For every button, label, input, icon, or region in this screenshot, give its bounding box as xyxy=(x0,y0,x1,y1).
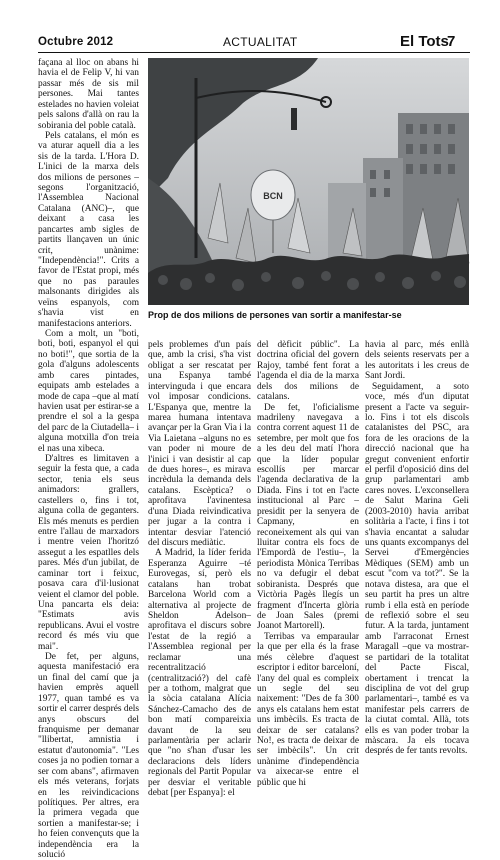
photo-illustration xyxy=(148,58,469,305)
demonstration-photo xyxy=(148,58,469,305)
page-number: 7 xyxy=(447,33,456,50)
paragraph: Pels catalans, el món es va aturar aquell dia a les sis de la tarda. L'Hora D. L'inici de la marxa dels dos milions de persones –segons l'organització, l'Assemblea Nacional Catalana (ANC)–, que deixant a casa les pancartes amb sigles de partits llançaven un únic crit, unànime: "Independència!". Crits a favor de l'Estat propi, més que no pas paraules malsonants dirigides als veïns espanyols, com s'havia vist en manifestacions anteriors. xyxy=(38,130,139,329)
paragraph: De fet, per alguns, aquesta manifestació era un final del camí que ja havien emprès aquell 1977, quan també es va sortir el carrer després dels anys obscurs del franquisme per demanar "llibertat, amnistia i estatut d'autonomia". "Les coses ja no podien tornar a ser com abans", afirmaven els més veterans, forjats en les reivindicacions polítiques. Per altres, era la primera vegada que sortien a manifestar-se; i ho feien convençuts que la independència era la solució xyxy=(38,652,139,860)
building xyxy=(363,158,403,268)
issue-date: Octubre 2012 xyxy=(38,36,114,48)
article-column-2 xyxy=(148,340,251,799)
paragraph: Seguidament, a soto voce, més d'un diputat present a l'acte va seguir-lo. Fins i tot els discols catalanistes del PSC, ara fora de les oracions de la direcció nacional que ha gregut convenient enfortir el perfil d'oposició dins del grup parlamentari amb cares noves. L'exconsellera de Salut Marina Geli (2003-2010) havia arribat solitària a l'acte, i fins i tot s'havia encantat a saludar uns quants excompanys del Servei d'Emergències Mèdiques (SEM) amb un escut "com va tot?". Se la notava distesa, ara que el seu partit ha pres un altre rumb i ella està en període de reflexió sobre el seu futur. A la tarda, juntament amb l'arraconat Ernest Maragall –que va mostrar-se partidari de la totalitat del Pacte Fiscal, obertament i trencat la disciplina de vot del grup parlamentari–, també es va manifestar pels carrers de la ciutat comtal. Allà, tots ells es van poder trobar la màscara. Ja els tocava després de fer tants revolts. xyxy=(365,381,469,757)
paragraph: pels problemes d'un país que, amb la crisi, s'ha vist obligat a ser rescatat per una Espanya també intervinguda i que encara vol imposar condicions. L'Espanya que, mentre la marea humana intentava avançar per la Gran Via i la Via Laietana –alguns no es van poder ni moure de l'inici i van desistir al cap de dues hores–, es mirava incrèdula la demanda dels catalans. Escèptica? o aprofitava l'avinentesa d'una Diada reivindicativa per jugar a la contra i intentar desviar l'atenció del discurs mediàtic. xyxy=(148,340,251,549)
paragraph: D'altres es limitaven a seguir la festa que, a cada sector, tenia els seus animadors: grallers, castellers o, fins i tot, alguna colla de geganters. Els més menuts es perdien entre l'allau de marxadors i mentre veien l'horitzó assegut a les espatlles dels pares. Més d'un jubilat, de caminar tort i feixuc, posava cara d'il·lusionat veient el clamor del poble. Una pancarta els deia: "Estimats avis republicans. Avui el vostre record és més viu que mai". xyxy=(38,454,139,652)
paragraph: A Madrid, la líder ferida Esperanza Aguirre –té Eurovegas, sí, però els catalans han trobat Barcelona World com a alternativa al projecte de Sheldon Adelson– aprofitava el discurs sobre l'estat de la regió a l'Assemblea regional per reclamar una recentralització (centralització?) del cafè per a tothom, malgrat que la sòcia catalana Alícia Sánchez-Camacho des de bon matí compareixia davant de la seu parlamentària per aclarir que "no s'han d'usar les declaracions dels líders regionals del Partit Popular per desviar el veritable debat [per Espanya]: el xyxy=(148,548,251,799)
paragraph: havia al parc, més enllà dels seients reservats per a les autoritats i les creus de Sant Jordi. xyxy=(365,340,469,382)
publication-name: El Tots xyxy=(400,33,449,50)
paragraph: façana al lloc on abans hi havia el de Felip V, hi van passar més de sis mil persones. Mai tantes estelades no havien voleiat pels salons d'allà on rau la sobirania del poble català. xyxy=(38,58,139,131)
header-rule xyxy=(38,52,470,53)
article-column-4 xyxy=(365,340,469,757)
page-header xyxy=(0,0,500,56)
balloon-text: BCN xyxy=(263,191,283,201)
paragraph: De fet, l'oficialisme madrileny navegava a contra corrent aquest 11 de setembre, per molt que fos a les deu del matí l'hora que la líder popular escollís per marcar l'agenda declarativa de la Diada. Fins i tot en l'acte institucional al Parc –presidit per la senyera de Capmany, en reconeixement als qui van lluitar contra els focs de l'Empordà de l'estiu–, la periodista Mònica Terribas no va defugir el debat sobiranista. Després que Victòria Pagès llegís un fragment d'Incerta glòria de Joan Sales (premi Joanot Martorell). xyxy=(257,402,359,632)
article-column-1 xyxy=(38,58,139,860)
paragraph: Terribas va emparaular la que per ella és la frase més cèlebre d'aquest escriptor i editor barceloní, l'any del qual es compleix un segle del seu naixement: "Des de fa 300 anys els catalans hem estat uns imbècils. Es tracta de deixar de ser catalans? No!, es tracta de deixar de ser imbècils". Un crit unànime d'independència va aixecar-se entre el públic que hi xyxy=(257,631,359,788)
paragraph: del dèficit públic". La doctrina oficial del govern Rajoy, també fent forat a l'agenda el dia de la marxa dels dos milions de catalans. xyxy=(257,340,359,403)
section-title: ACTUALITAT xyxy=(223,35,298,49)
paragraph: Com a molt, un "boti, boti, boti, espanyol el qui no boti!", que sortia de la gola d'alguns adolescents amb cares pintades, equipats amb estelades a mode de capa –que al matí havien usat per estirar-se a prendre el sol a la gespa del parc de la Ciutadella– i alguna motxilla d'on treia el nas una xibeca. xyxy=(38,328,139,454)
article-column-3 xyxy=(257,340,359,788)
photo-caption: Prop de dos milions de persones van sortir a manifestar-se xyxy=(148,310,402,320)
